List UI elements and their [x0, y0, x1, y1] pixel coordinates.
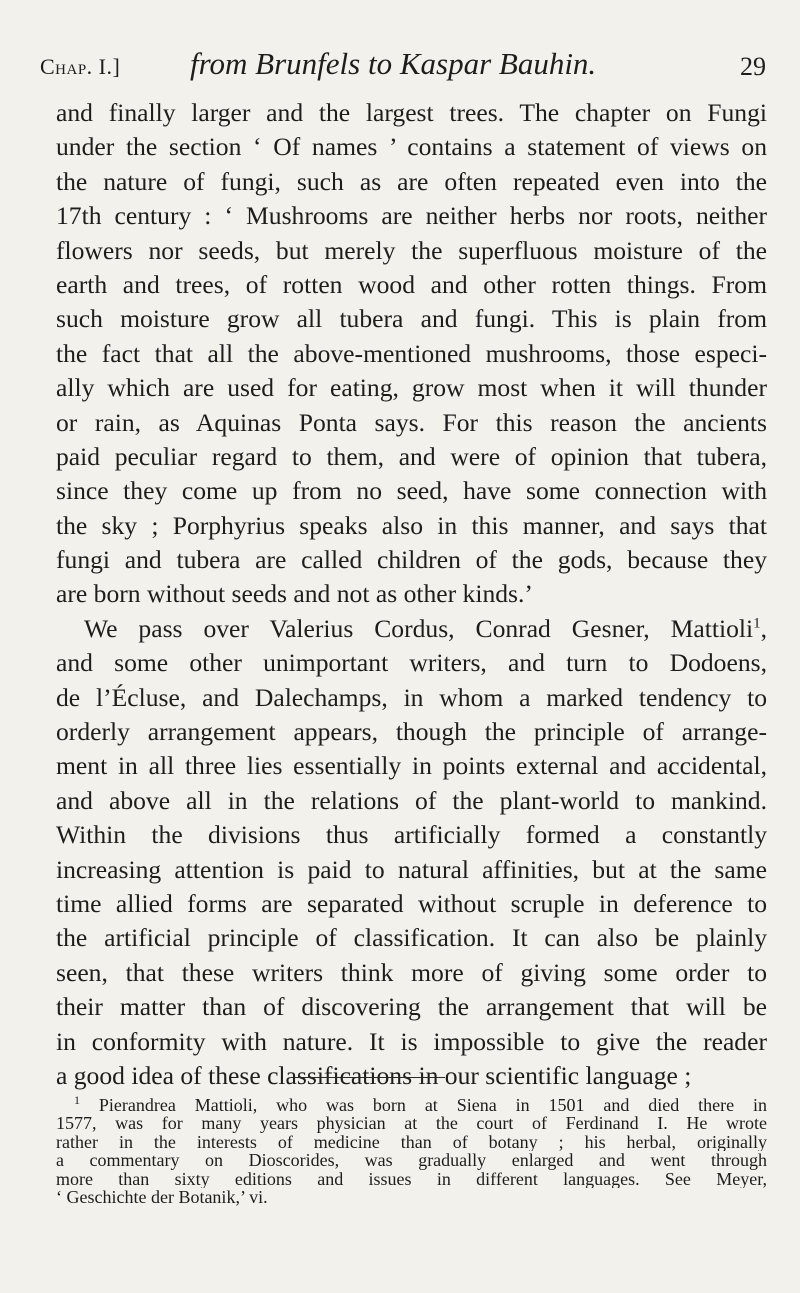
text-line: their matter than of discovering the arrangement that will be: [56, 992, 767, 1022]
footnote: [56, 1096, 767, 1206]
paragraph-start-line: [56, 612, 767, 646]
text-line: ment in all three lies essentially in points external and accidental,: [56, 751, 767, 781]
footnote-line-text: Pierandrea Mattioli, who was born at Siena in 1501 and died there in: [98, 1096, 767, 1115]
text-line: time allied forms are separated without scruple in deference to: [56, 888, 767, 918]
footnote-reference[interactable]: 1: [753, 615, 761, 632]
text-line: or rain, as Aquinas Ponta says. For this reason the ancients: [56, 407, 767, 437]
text-line: a good idea of these classifications in our scientific language ;: [56, 1060, 692, 1090]
paragraph-start-text: We pass over Valerius Cordus, Conrad Gesner, Mattioli: [84, 613, 754, 643]
running-head: [40, 46, 766, 90]
text-line: the sky ; Porphyrius speaks also in this manner, and says that: [56, 510, 767, 540]
text-line: orderly arrangement appears, though the principle of arrange-: [56, 717, 767, 747]
footnote-line: ‘ Geschichte der Botanik,’ vi.: [56, 1187, 268, 1207]
text-line: the artificial principle of classification. It can also be plainly: [56, 923, 767, 953]
text-line: in conformity with nature. It is impossible to give the reader: [56, 1026, 767, 1056]
footnote-line: more than sixty editions and issues in different languages. See Meyer,: [56, 1169, 767, 1188]
text-line: such moisture grow all tubera and fungi. This is plain from: [56, 304, 767, 334]
main-text: [56, 96, 767, 1093]
text-line: Within the divisions thus artificially formed a constantly: [56, 820, 767, 850]
text-line: the nature of fungi, such as are often repeated even into the: [56, 166, 767, 196]
footnote-marker: 1: [74, 1096, 80, 1107]
page-number: 29: [740, 52, 766, 81]
running-title: from Brunfels to Kaspar Bauhin.: [190, 46, 597, 81]
text-line: seen, that these writers think more of giving some order to: [56, 957, 767, 987]
text-line: and some other unimportant writers, and turn to Dodoens,: [56, 648, 767, 678]
text-line: earth and trees, of rotten wood and other rotten things. From: [56, 269, 767, 299]
text-line: de l’Écluse, and Dalechamps, in whom a marked tendency to: [56, 682, 767, 712]
text-line: ally which are used for eating, grow most when it will thunder: [56, 373, 767, 403]
text-line: fungi and tubera are called children of the gods, because they: [56, 545, 767, 575]
text-line: paid peculiar regard to them, and were of opinion that tubera,: [56, 441, 767, 471]
chapter-label: Chap. I.]: [40, 54, 121, 79]
footnote-line: a commentary on Dioscorides, was gradually enlarged and went through: [56, 1151, 767, 1170]
text-line: the fact that all the above-mentioned mushrooms, those especi-: [56, 338, 767, 368]
text-line: and finally larger and the largest trees. The chapter on Fungi: [56, 98, 767, 127]
text-line: and above all in the relations of the plant-world to mankind.: [56, 785, 767, 815]
text-line: are born without seeds and not as other kinds.’: [56, 579, 533, 609]
footnote-line: [56, 1096, 767, 1114]
footnote-line: rather in the interests of medicine than of botany ; his herbal, originally: [56, 1132, 767, 1152]
text-line: 17th century : ‘ Mushrooms are neither herbs nor roots, neither: [56, 201, 767, 231]
paragraph-start-punctuation: ,: [760, 613, 767, 643]
footnote-divider: [291, 1077, 445, 1078]
footnote-line: 1577, was for many years physician at the court of Ferdinand I. He wrote: [56, 1114, 767, 1133]
text-line: increasing attention is paid to natural affinities, but at the same: [56, 854, 767, 884]
text-line: flowers nor seeds, but merely the superfluous moisture of the: [56, 235, 767, 265]
text-line: since they come up from no seed, have some connection with: [56, 476, 767, 506]
text-line: under the section ‘ Of names ’ contains a statement of views on: [56, 132, 767, 162]
